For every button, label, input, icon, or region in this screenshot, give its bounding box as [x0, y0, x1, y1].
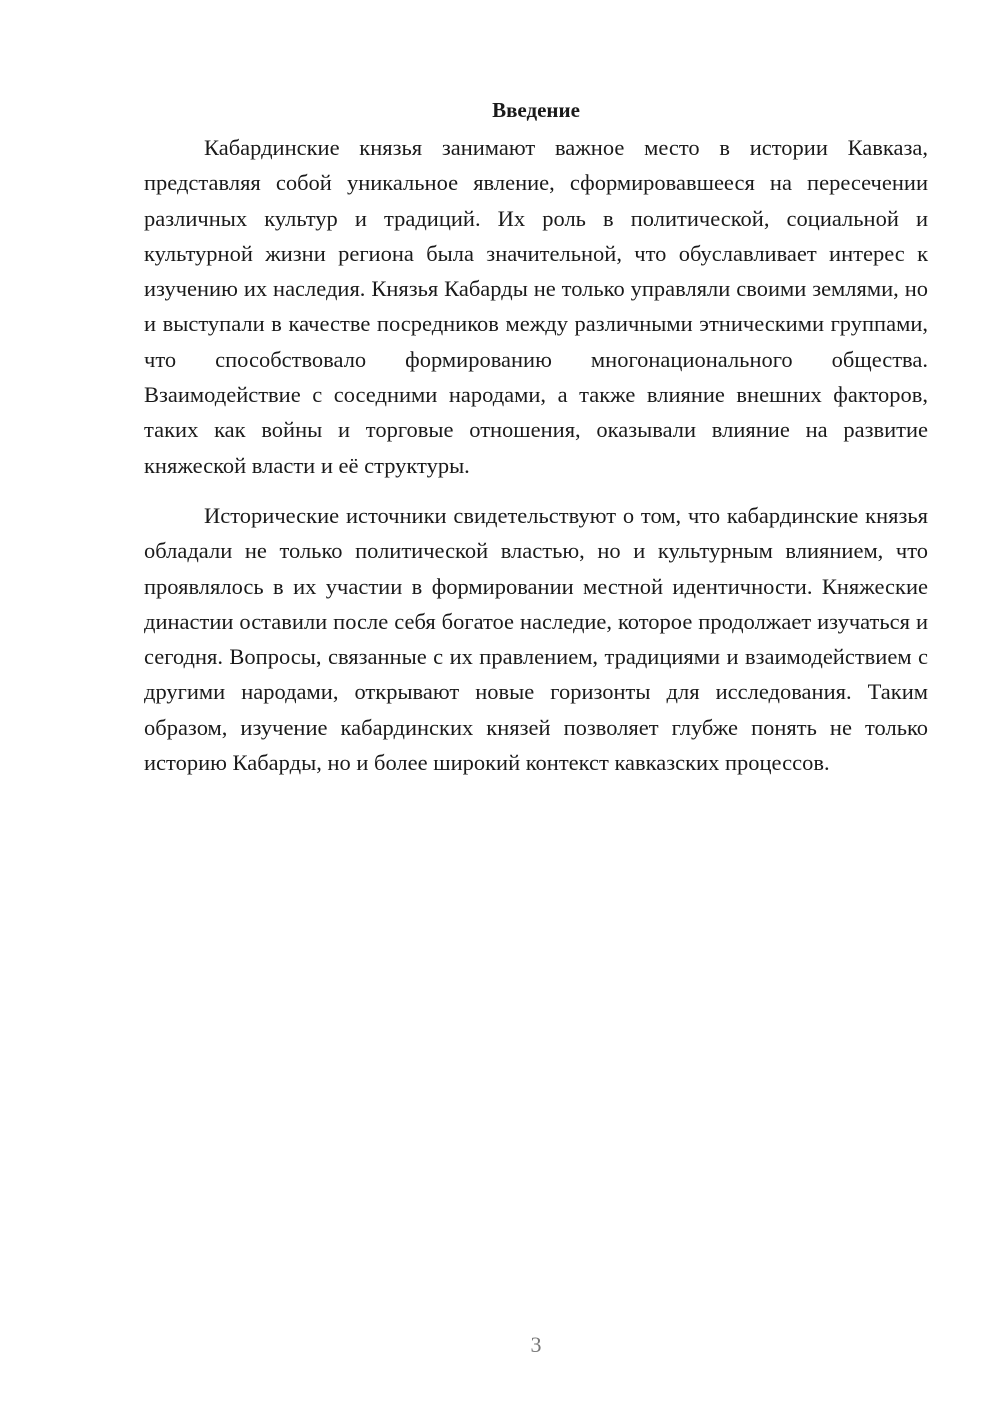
paragraph-1: Кабардинские князья занимают важное место в истории Кавказа, представляя собой уникальное явление, сформировавшееся на пересечении различных культур и традиций. Их роль в политической, социальной и культурной жизни региона была значительной, что обуславливает интерес к изучению их наследия. Князья Кабарды не только управляли своими землями, но и выступали в качестве посредников между различными этническими группами, что способствовало формированию многонационального общества. Взаимодействие с соседними народами, а также влияние внешних факторов, таких как войны и торговые отношения, оказывали влияние на развитие княжеской власти и её структуры. [144, 135, 928, 478]
page-number: 3 [530, 1332, 542, 1357]
paragraph-2: Исторические источники свидетельствуют о том, что кабардинские князья обладали не только политической властью, но и культурным влиянием, что проявлялось в их участии в формировании местной идентичности. Княжеские династии оставили после себя богатое наследие, которое продолжает изучаться и сегодня. Вопросы, связанные с их правлением, традициями и взаимодействием с другими народами, открывают новые горизонты для исследования. Таким образом, изучение кабардинских князей позволяет глубже понять не только историю Кабарды, но и более широкий контекст кавказских процессов. [144, 502, 928, 776]
page-content [144, 92, 928, 780]
section-heading: Введение [492, 98, 580, 122]
